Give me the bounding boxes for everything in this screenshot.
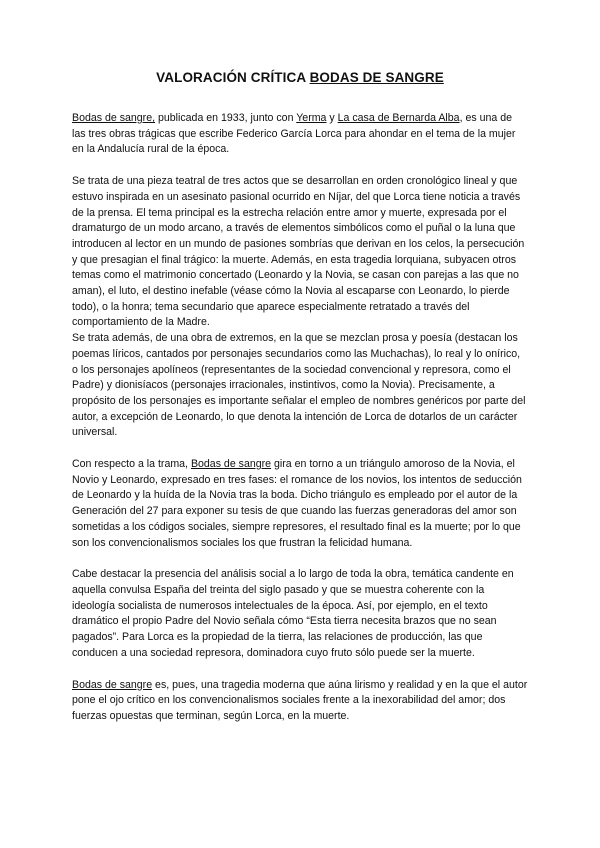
text-run: gira en torno a un triángulo amoroso de la Novia, el Novio y Leonardo, expresado en tres fases: el romance de los novios, los intentos de seducción de Leonardo y la huída de la Novia tras la boda. Dicho triángulo es empleado por el autor de la Generación del 27 para exponer su tesis de que cuando las fuerzas generadoras del amor son sometidas a los códigos sociales, siempre represores, el resultado final es la muerte; por lo que son los convencionalismos sociales los que frustran la felicidad humana. [72, 458, 522, 549]
work-title-bernarda: La casa de Bernarda Alba [337, 112, 460, 124]
paragraph-plot [72, 457, 528, 551]
text-run: Con respecto a la trama, [72, 458, 191, 471]
paragraph-conclusion [72, 678, 528, 725]
work-title-bodas: Bodas de sangre, [72, 112, 156, 124]
text-run: y [326, 112, 338, 124]
title-work: BODAS DE SANGRE [309, 70, 444, 85]
paragraph-structure: Se trata de una pieza teatral de tres actos que se desarrollan en orden cronológico lineal y que estuvo inspirada en un asesinato pasional ocurrido en Níjar, del que Lorca tiene noticia a través de la prensa. El tema principal es la estrecha relación entre amor y muerte, expresada por el dramaturgo de un modo arcano, a través de elementos simbólicos como el puñal o la luna que introducen al lector en un mundo de pasiones sombrías que derivan en los celos, la persecución y que presagian el final trágico: la muerte. Además, en esta tragedia lorquiana, subyacen otros temas como el matrimonio concertado (Leonardo y la Novia, se casan con parejas a las que no aman), el luto, el destino inefable (véase cómo la Novia al escaparse con Leonardo, lo pierde todo), o la honra; tema secundario que aparece especialmente retratado a través del comportamiento de la Madre. [72, 175, 525, 329]
paragraph-extremes: Se trata además, de una obra de extremos, en la que se mezclan prosa y poesía (destacan los poemas líricos, cantados por personajes secundarios como las Muchachas), lo real y lo onírico, o los personajes apolíneos (representantes de la sociedad convencional y represora, como el Padre) y dionisíacos (personajes irracionales, instintivos, como la Novia). Precisamente, a propósito de los personajes es importante señalar el empleo de nombres genéricos por parte del autor, a excepción de Leonardo, lo que denota la intención de Lorca de dotarlos de un carácter universal. [72, 332, 526, 439]
paragraph-intro [72, 111, 528, 158]
work-title-yerma: Yerma [296, 112, 327, 124]
text-run: publicada en 1933, junto con [155, 112, 297, 124]
work-title-bodas: Bodas de sangre [190, 458, 272, 471]
text-run: , es una de las tres obras trágicas que escribe Federico García Lorca para ahondar en el tema de la mujer en la Andalucía rural de la época. [72, 112, 516, 156]
paragraph-social: Cabe destacar la presencia del análisis social a lo largo de toda la obra, temática candente en aquella convulsa España del treinta del siglo pasado y que se muestra coherente con la ideología socialista de numerosos intelectuales de la época. Así, por ejemplo, en el texto dramático el propio Padre del Novio señala cómo “Esta tierra necesita brazos que no sean pagados”. Para Lorca es la propiedad de la tierra, las relaciones de producción, las que conducen a una sociedad represora, dominadora cuyo fruto sólo puede ser la muerte. [72, 568, 514, 659]
page-title [72, 70, 528, 85]
work-title-bodas: Bodas de sangre [72, 678, 153, 691]
text-run: es, pues, una tragedia moderna que aúna lirismo y realidad y en la que el autor pone el ojo crítico en los convencionalismos sociales frente a la inexorabilidad del amor; dos fuerzas opuestas que terminan, según Lorca, en la muerte. [72, 678, 528, 722]
title-prefix: VALORACIÓN CRÍTICA [156, 70, 310, 85]
